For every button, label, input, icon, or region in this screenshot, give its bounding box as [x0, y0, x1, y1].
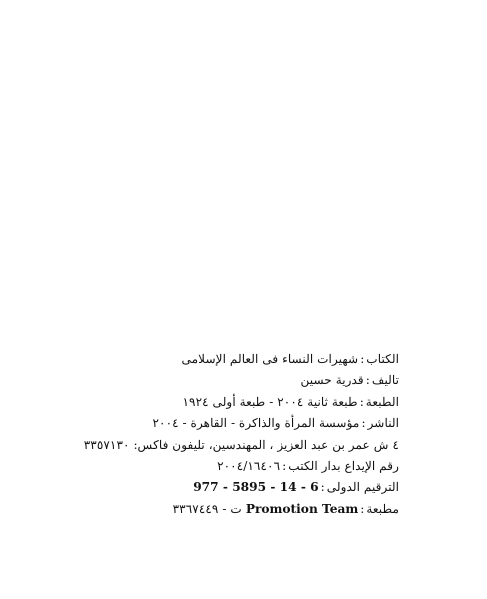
address-line	[83, 435, 399, 456]
separator: :	[282, 458, 287, 473]
book-title: شهيرات النساء فى العالم الإسلامى	[181, 352, 359, 366]
author-line	[99, 370, 399, 391]
edition-line	[99, 392, 399, 413]
deposit-line	[99, 456, 399, 477]
deposit-label: رقم الإيداع بدار الكتب	[288, 458, 399, 473]
isbn-label: الترقيم الدولى	[326, 480, 399, 495]
colophon	[83, 349, 399, 520]
separator: :	[320, 480, 325, 495]
printer-line	[99, 499, 399, 520]
edition-value: طبعة ثانية ٢٠٠٤ - طبعة أولى ١٩٢٤	[182, 394, 358, 409]
publisher-label: الناشر	[367, 416, 399, 431]
publisher-line	[99, 413, 399, 434]
printer-label: مطبعة	[366, 501, 399, 516]
printer-phone: ت - ٣٣٦٧٤٤٩	[172, 501, 242, 516]
edition-label: الطبعة	[365, 394, 399, 409]
book-title-line	[99, 349, 399, 370]
deposit-number: ٢٠٠٤/١٦٤٠٦	[217, 458, 281, 473]
author-name: قدرية حسين	[300, 373, 364, 388]
separator: :	[360, 352, 365, 366]
printer-name: Promotion Team	[245, 501, 359, 516]
author-label: تاليف	[371, 373, 399, 388]
isbn-line	[99, 477, 399, 498]
separator: :	[360, 501, 365, 516]
publisher-value: مؤسسة المرأة والذاكرة - القاهرة - ٢٠٠٤	[152, 416, 360, 431]
book-label: الكتاب	[366, 352, 399, 366]
separator: :	[359, 394, 364, 409]
publisher-address: ٤ ش عمر بن عبد العزيز ، المهندسين، تليفون فاكس: ٣٣٥٧١٣٠	[83, 437, 399, 452]
separator: :	[361, 416, 366, 431]
isbn-number: 977 - 5895 - 14 - 6	[193, 480, 319, 495]
separator: :	[365, 373, 370, 388]
